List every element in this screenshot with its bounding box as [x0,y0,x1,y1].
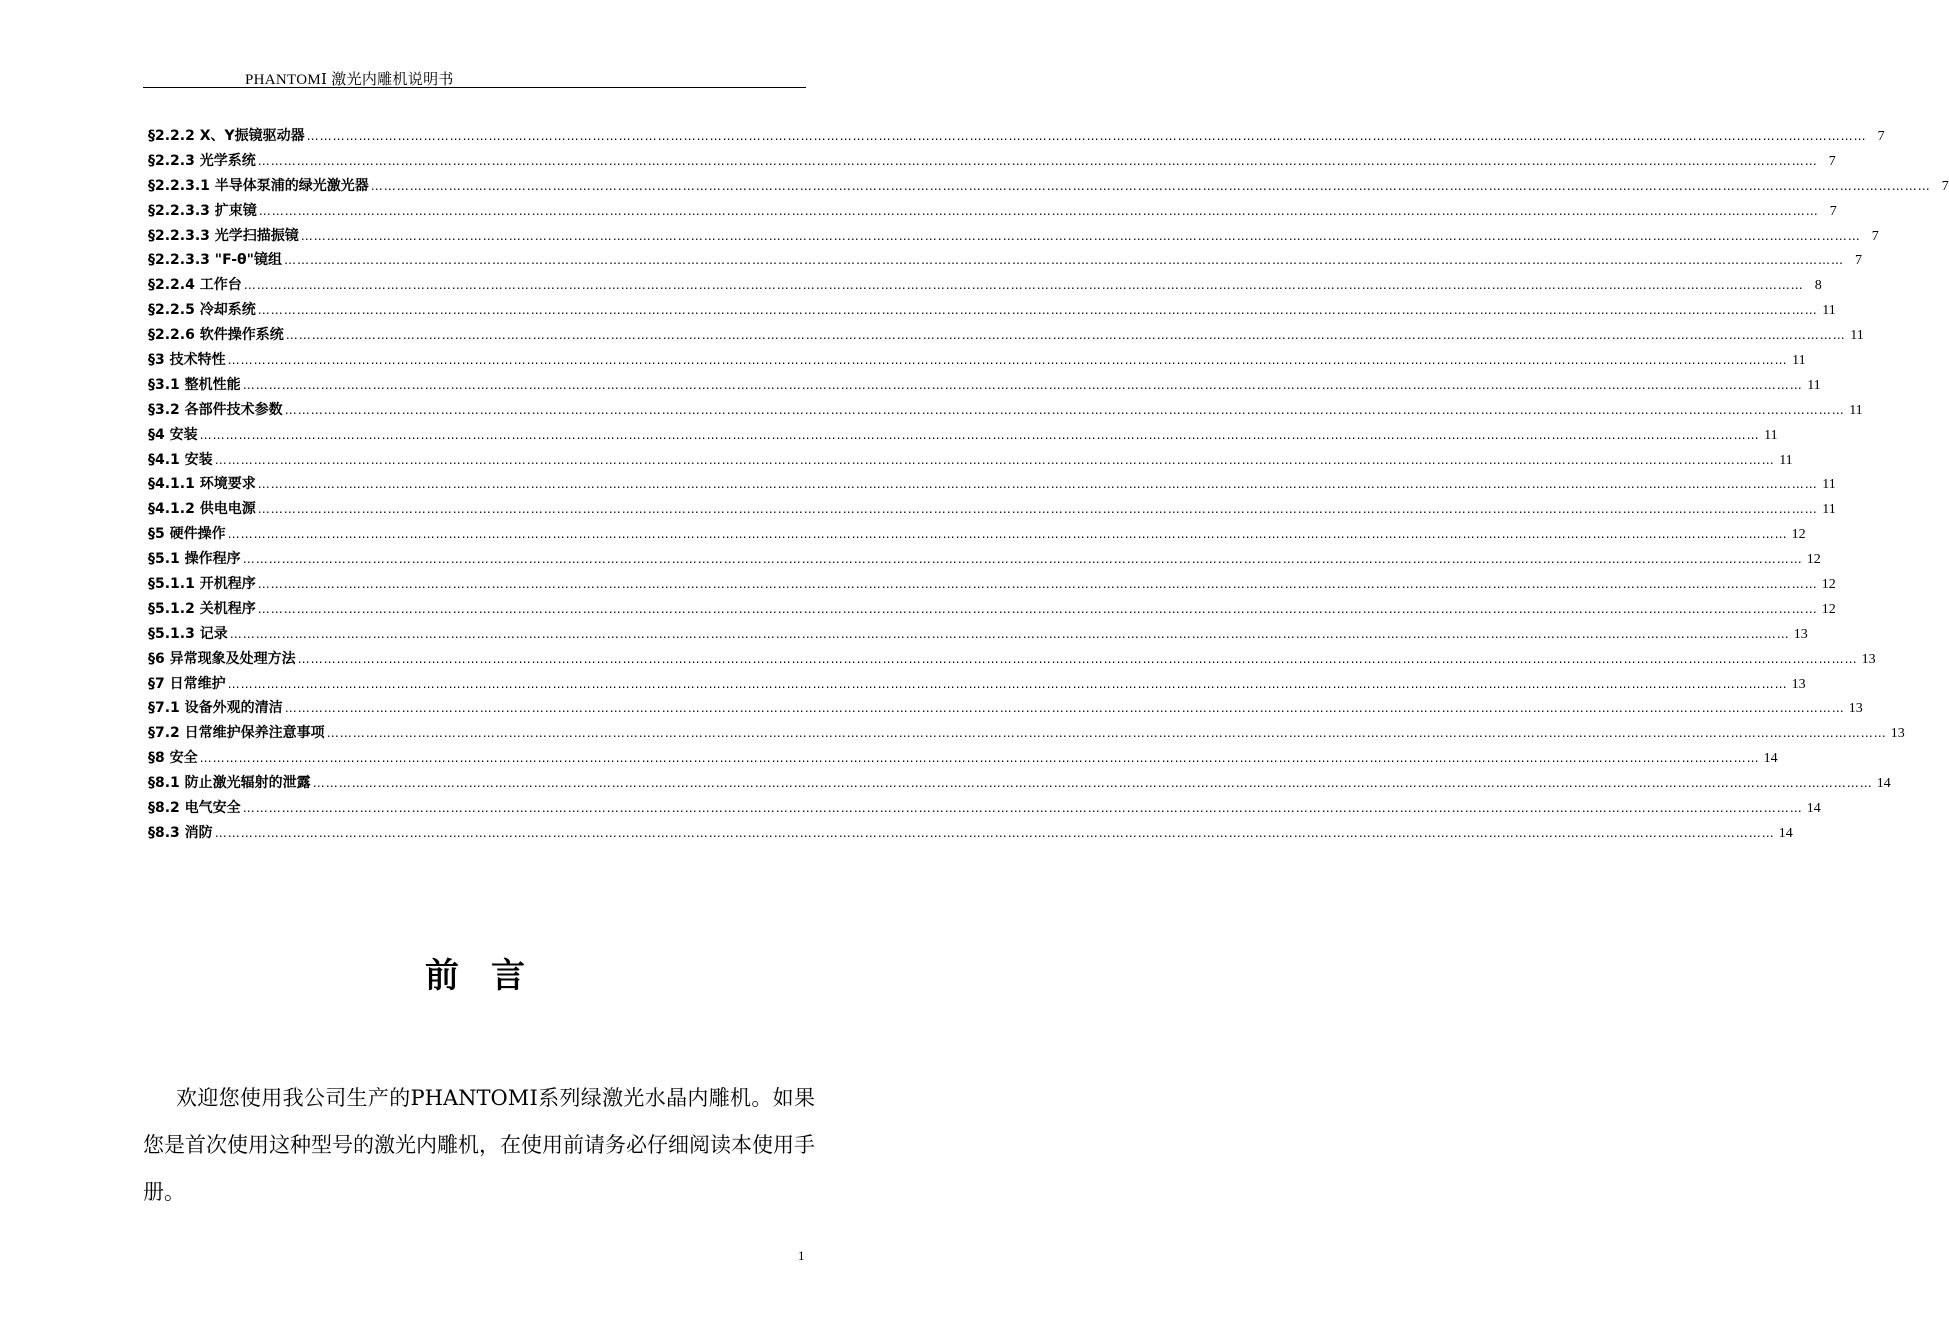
toc-entry-page: 11 [1849,402,1863,418]
toc-dot-leader: ……………………………………………………………………………………………………………………………………………………………………………………………………………………………………………………………………………………………………………………………… [229,626,1790,641]
toc-entry [148,472,1836,497]
toc-entry [148,647,1876,672]
toc-entry [148,572,1836,597]
toc-entry [148,149,1836,174]
toc-dot-leader: ……………………………………………………………………………………………………………………………………………………………………………………………………………………………………………………………………………………………………………………………… [199,427,1760,442]
toc-entry-page: 7 [1871,228,1879,244]
toc-entry-label: §4.1.1 环境要求 [148,476,256,493]
toc-dot-leader: ……………………………………………………………………………………………………………………………………………………………………………………………………………………………………………………………………………………………………………………………… [257,477,1818,492]
header-rule [143,87,806,88]
toc-entry-label: §4 安装 [148,426,198,443]
toc-entry-page: 12 [1791,527,1806,543]
toc-entry-label: §2.2.3.3 "F-θ"镜组 [148,252,282,269]
toc-dot-leader: ……………………………………………………………………………………………………………………………………………………………………………………………………………………………………………………………………………………………………………………………… [227,676,1788,691]
toc-entry-label: §3 技术特性 [148,352,226,369]
toc-entry [148,398,1863,423]
toc-dot-leader: ……………………………………………………………………………………………………………………………………………………………………………………………………………………………………………………………………………………………………………………………… [326,726,1887,741]
toc-entry-label: §8.1 防止激光辐射的泄露 [148,775,311,792]
toc-dot-leader: ……………………………………………………………………………………………………………………………………………………………………………………………………………………………………………………………………………………………………………………………… [284,701,1845,716]
toc-entry [148,323,1864,348]
toc-entry [148,224,1879,249]
toc-dot-leader: ……………………………………………………………………………………………………………………………………………………………………………………………………………………………………………………………………………………………………………………………… [242,377,1803,392]
toc-dot-leader: ……………………………………………………………………………………………………………………………………………………………………………………………………………………………………………………………………………………………………………………………… [242,552,1803,567]
toc-entry-page: 7 [1854,253,1862,269]
toc-entry-label: §2.2.3 光学系统 [148,152,256,169]
toc-entry-page: 13 [1793,626,1808,642]
toc-dot-leader: ……………………………………………………………………………………………………………………………………………………………………………………………………………………………………………………………………………………………………………………………… [214,825,1775,840]
toc-entry-page: 11 [1807,377,1821,393]
toc-entry-page: 13 [1848,701,1863,717]
table-of-contents [148,124,1949,846]
toc-entry-label: §2.2.6 软件操作系统 [148,327,284,344]
toc-entry [148,821,1793,846]
toc-entry [148,746,1778,771]
running-header: PHANTOMⅠ 激光内雕机说明书 [245,72,454,88]
toc-entry-page: 13 [1791,676,1806,692]
toc-entry [148,796,1821,821]
toc-entry-label: §7.2 日常维护保养注意事项 [148,725,325,742]
toc-entry-page: 11 [1822,502,1836,518]
toc-entry-page: 7 [1877,129,1885,144]
toc-dot-leader: ……………………………………………………………………………………………………………………………………………………………………………………………………………………………………………………………………………………………………………………………… [227,353,1788,368]
toc-entry [148,124,1885,149]
toc-entry-page: 14 [1876,776,1891,792]
toc-dot-leader: ……………………………………………………………………………………………………………………………………………………………………………………………………………………………………………………………………………………………………………………………… [258,203,1819,218]
toc-entry-label: §5.1.3 记录 [148,625,228,642]
toc-entry-page: 7 [1829,203,1837,219]
toc-entry-page: 14 [1778,825,1793,841]
toc-entry-label: §5.1 操作程序 [148,551,241,568]
toc-dot-leader: ……………………………………………………………………………………………………………………………………………………………………………………………………………………………………………………………………………………………………………………………… [370,178,1931,193]
toc-dot-leader: ……………………………………………………………………………………………………………………………………………………………………………………………………………………………………………………………………………………………………………………………… [312,776,1873,791]
toc-entry-label: §2.2.2 X、Y振镜驱动器 [148,128,305,144]
toc-entry-page: 7 [1941,178,1949,194]
toc-entry-label: §5.1.1 开机程序 [148,576,256,593]
toc-dot-leader: ……………………………………………………………………………………………………………………………………………………………………………………………………………………………………………………………………………………………………………………………… [300,228,1861,243]
toc-entry [148,423,1778,448]
toc-dot-leader: ……………………………………………………………………………………………………………………………………………………………………………………………………………………………………………………………………………………………………………………………… [214,452,1775,467]
toc-entry-page: 12 [1821,601,1836,617]
toc-entry-label: §5 硬件操作 [148,526,226,543]
toc-entry [148,248,1862,273]
toc-entry-page: 11 [1764,427,1778,443]
toc-entry [148,497,1836,522]
toc-entry-label: §8.2 电气安全 [148,800,241,817]
toc-entry-label: §3.1 整机性能 [148,376,241,393]
toc-entry-page: 8 [1814,278,1822,294]
toc-dot-leader: ……………………………………………………………………………………………………………………………………………………………………………………………………………………………………………………………………………………………………………………………… [257,502,1818,517]
toc-entry [148,298,1836,323]
toc-entry-page: 13 [1890,726,1905,742]
toc-entry-page: 12 [1806,552,1821,568]
toc-dot-leader: ……………………………………………………………………………………………………………………………………………………………………………………………………………………………………………………………………………………………………………………………… [243,278,1804,293]
toc-entry [148,597,1836,622]
toc-entry [148,672,1806,697]
toc-dot-leader: ……………………………………………………………………………………………………………………………………………………………………………………………………………………………………………………………………………………………………………………………… [257,601,1818,616]
toc-entry-page: 11 [1779,452,1793,468]
toc-entry [148,771,1891,796]
toc-entry-page: 11 [1822,477,1836,493]
toc-entry [148,696,1863,721]
toc-entry-label: §2.2.3.3 扩束镜 [148,202,257,219]
toc-entry-page: 14 [1806,801,1821,817]
page-number: 1 [798,1248,805,1263]
toc-entry [148,547,1821,572]
toc-dot-leader: ……………………………………………………………………………………………………………………………………………………………………………………………………………………………………………………………………………………………………………………………… [242,801,1803,816]
toc-entry [148,622,1808,647]
toc-entry-page: 7 [1828,153,1836,169]
toc-dot-leader: ……………………………………………………………………………………………………………………………………………………………………………………………………………………………………………………………………………………………………………………………… [306,129,1867,143]
toc-dot-leader: ……………………………………………………………………………………………………………………………………………………………………………………………………………………………………………………………………………………………………………………………… [283,253,1844,268]
toc-entry-label: §7 日常维护 [148,675,226,692]
toc-entry-page: 11 [1822,303,1836,319]
toc-entry-label: §4.1.2 供电电源 [148,501,256,518]
toc-entry-page: 11 [1792,353,1806,369]
toc-entry-label: §2.2.4 工作台 [148,277,242,294]
toc-dot-leader: ……………………………………………………………………………………………………………………………………………………………………………………………………………………………………………………………………………………………………………………………… [297,651,1858,666]
toc-entry-label: §8 安全 [148,750,198,767]
toc-entry [148,174,1949,199]
toc-entry [148,348,1806,373]
toc-entry-page: 13 [1861,651,1876,667]
toc-entry-label: §7.1 设备外观的清洁 [148,700,283,717]
toc-entry-label: §3.2 各部件技术参数 [148,401,283,418]
preface-paragraph: 欢迎您使用我公司生产的PHANTOMⅠ系列绿激光水晶内雕机。如果您是首次使用这种型号的激光内雕机，在使用前请务必仔细阅读本使用手册。 [143,1086,815,1204]
toc-entry-label: §2.2.5 冷却系统 [148,302,256,319]
toc-entry-label: §5.1.2 关机程序 [148,600,256,617]
toc-dot-leader: ……………………………………………………………………………………………………………………………………………………………………………………………………………………………………………………………………………………………………………………………… [227,527,1788,542]
preface-heading: 前言 [425,956,557,996]
toc-entry-label: §2.2.3.1 半导体泵浦的绿光激光器 [148,177,369,194]
toc-dot-leader: ……………………………………………………………………………………………………………………………………………………………………………………………………………………………………………………………………………………………………………………………… [199,751,1760,766]
toc-entry-label: §2.2.3.3 光学扫描振镜 [148,227,299,244]
toc-dot-leader: ……………………………………………………………………………………………………………………………………………………………………………………………………………………………………………………………………………………………………………………………… [257,303,1818,318]
toc-entry-page: 14 [1763,751,1778,767]
toc-entry-label: §4.1 安装 [148,451,213,468]
toc-dot-leader: ……………………………………………………………………………………………………………………………………………………………………………………………………………………………………………………………………………………………………………………………… [257,153,1818,168]
toc-entry [148,522,1806,547]
toc-entry-page: 12 [1821,577,1836,593]
toc-dot-leader: ……………………………………………………………………………………………………………………………………………………………………………………………………………………………………………………………………………………………………………………………… [257,577,1818,592]
toc-dot-leader: ……………………………………………………………………………………………………………………………………………………………………………………………………………………………………………………………………………………………………………………………… [285,328,1846,343]
toc-entry [148,448,1793,473]
toc-entry-page: 11 [1850,328,1864,344]
toc-dot-leader: ……………………………………………………………………………………………………………………………………………………………………………………………………………………………………………………………………………………………………………………………… [284,402,1845,417]
toc-entry [148,373,1821,398]
toc-entry-label: §8.3 消防 [148,824,213,841]
toc-entry-label: §6 异常现象及处理方法 [148,650,296,667]
toc-entry [148,273,1822,298]
toc-entry [148,721,1905,746]
toc-entry [148,199,1837,224]
